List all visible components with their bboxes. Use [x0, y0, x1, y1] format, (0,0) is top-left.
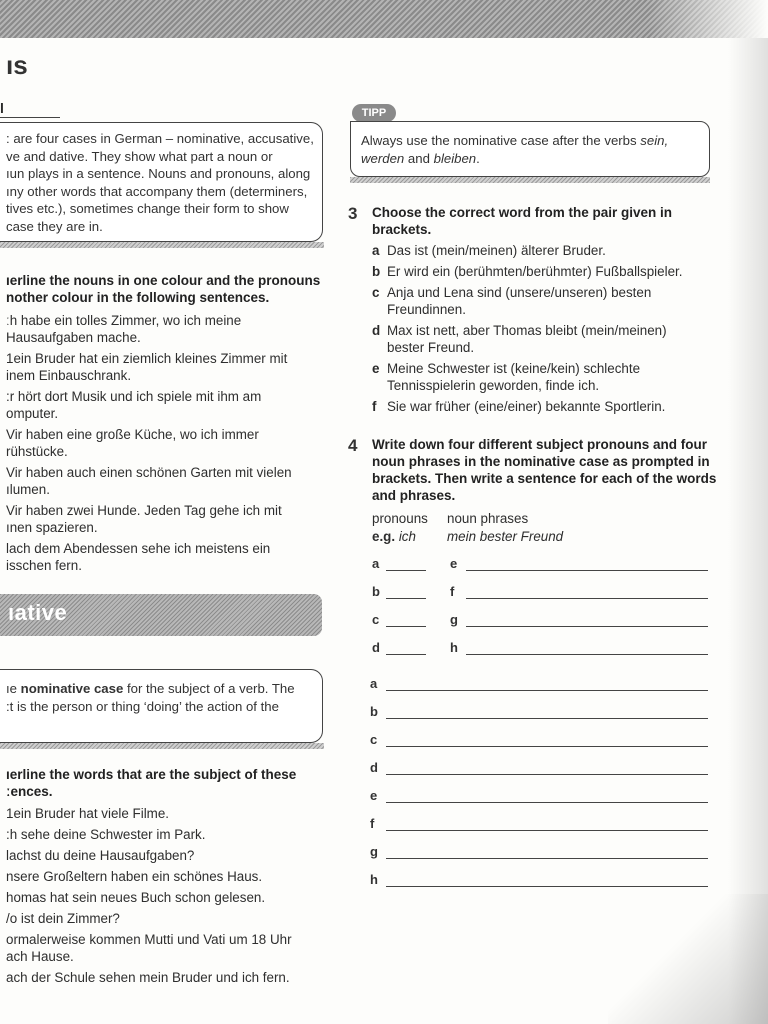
- phrase-letter: h: [450, 640, 458, 655]
- gb2-post: for the subject of a verb. The: [123, 681, 295, 696]
- col-header-pronouns: pronouns: [372, 511, 428, 526]
- tipp-line1: Always use the nominative case after the verbs: [361, 133, 641, 148]
- sentence-letter: c: [370, 732, 378, 747]
- exercise-1-item-line: lach dem Abendessen sehe ich meistens ein: [6, 541, 271, 556]
- example-phrase: [447, 528, 563, 545]
- banner-title: ıative: [8, 600, 68, 625]
- exercise-1-item: [6, 426, 320, 460]
- grammar-box-line: tives etc.), sometimes change their form to show: [6, 201, 289, 216]
- page-corner-shadow: [608, 894, 768, 1024]
- exercise-1-item-line: Vir haben auch einen schönen Garten mit vielen: [6, 465, 292, 480]
- example-pronoun: ich: [398, 529, 416, 544]
- exercise-3-item-letter: f: [372, 399, 377, 414]
- exercise-3-item: [372, 284, 682, 318]
- exercise-4-instruction: brackets. Then write a sentence for each of the words: [372, 471, 717, 486]
- exercise-3-instruction: brackets.: [372, 222, 432, 237]
- tipp-verb-bleiben: bleiben: [433, 150, 477, 166]
- exercise-1-item-line: ːh habe ein tolles Zimmer, wo ich meine: [6, 313, 242, 328]
- sentence-letter: b: [370, 704, 378, 719]
- exercise-3-item: [372, 398, 682, 415]
- phrase-blank: [466, 598, 708, 599]
- phrase-blank: [466, 626, 708, 627]
- exercise-3-item-letter: a: [372, 243, 380, 258]
- exercise-3-item-text: Meine Schwester ist (keine/kein) schlechte: [387, 361, 641, 376]
- sentence-blank: [386, 802, 708, 803]
- exercise-1-item: [6, 350, 320, 384]
- col-header-noun-phrases: noun phrases: [447, 511, 529, 526]
- sentence-blank: [386, 830, 708, 831]
- exercise-2-item: [6, 969, 296, 986]
- exercise-1-item-line: :r hört dort Musik und ich spiele mit ihm am: [6, 389, 262, 404]
- exercise-3-item: [372, 322, 682, 356]
- grammar-box-line: ıny other words that accompany them (determiners,: [6, 183, 308, 199]
- phrase-letter: g: [450, 612, 458, 627]
- grammar-box-nominative: [0, 669, 323, 743]
- grammar-box-line: : are four cases in German – nominative, accusative,: [6, 131, 314, 146]
- exercise-3-item-letter: c: [372, 285, 380, 300]
- pronoun-blank: [386, 654, 426, 655]
- exercise-1-item-line: isschen fern.: [6, 558, 82, 573]
- exercise-2-item-line: 1ein Bruder hat viele Filme.: [6, 806, 169, 821]
- exercise-1-item-line: Vir haben zwei Hunde. Jeden Tag gehe ich mit: [6, 503, 282, 518]
- grammar-box-line: case they are in.: [6, 218, 103, 234]
- exercise-1-item: [6, 388, 320, 422]
- tipp-box: [350, 121, 710, 177]
- exercise-3-item-letter: d: [372, 323, 381, 338]
- exercise-1-item-line: omputer.: [6, 406, 59, 421]
- tipp-verb-sein: sein,: [640, 133, 669, 148]
- exercise-3-item-text: Das ist (mein/meinen) älterer Bruder.: [387, 243, 606, 258]
- exercise-1-item: [6, 502, 320, 536]
- tipp-and: and: [404, 150, 434, 166]
- exercise-3-item-text: Sie war früher (eine/einer) bekannte Sportlerin.: [387, 399, 666, 414]
- exercise-3-number: 3: [348, 204, 358, 223]
- tipp-verb-werden: werden: [361, 150, 405, 166]
- exercise-2-item-line: /o ist dein Zimmer?: [6, 911, 120, 926]
- exercise-1-instruction: ıerline the nouns in one colour and the pronouns: [6, 273, 321, 288]
- section-title: ıs: [6, 50, 28, 80]
- exercise-2-item: [6, 931, 296, 965]
- exercise-2-item-line: nsere Großeltern haben ein schönes Haus.: [6, 869, 263, 884]
- exercise-1-item: [6, 312, 320, 346]
- phrase-blank: [466, 570, 708, 571]
- exercise-2-item-line: homas hat sein neues Buch schon gelesen.: [6, 890, 266, 905]
- grammar-box-cases: [0, 122, 323, 242]
- exercise-1-item-line: ılumen.: [6, 482, 50, 497]
- exercise-2-item-line: lachst du deine Hausaufgaben?: [6, 848, 195, 863]
- exercise-3-item-text: Er wird ein (berühmten/berühmter) Fußballspieler.: [387, 264, 683, 279]
- exercise-3-item-text: bester Freund.: [387, 340, 475, 355]
- gb2-term: nominative case: [20, 681, 124, 696]
- exercise-1-item-line: inem Einbauschrank.: [6, 368, 132, 383]
- sentence-letter: a: [370, 676, 378, 691]
- exercise-1-item-line: Vir haben eine große Küche, wo ich immer: [6, 427, 259, 442]
- pronoun-letter: b: [372, 584, 380, 599]
- exercise-2-item: [6, 910, 296, 927]
- page-edge-shadow: [728, 38, 768, 1024]
- grammar-box-heading: l: [0, 100, 4, 116]
- exercise-2-item: [6, 805, 296, 822]
- exercise-2-item-line: ormalerweise kommen Mutti und Vati um 18 Uhr: [6, 932, 292, 947]
- sentence-letter: d: [370, 760, 378, 775]
- gb2-pre: ıe: [6, 681, 21, 696]
- exercise-1-item-line: Hausaufgaben mache.: [6, 330, 141, 345]
- pronoun-blank: [386, 570, 426, 571]
- pronoun-blank: [386, 626, 426, 627]
- exercise-1-item: [6, 464, 320, 498]
- exercise-4-instruction: and phrases.: [372, 488, 456, 503]
- exercise-2-item: [6, 847, 296, 864]
- pronoun-blank: [386, 598, 426, 599]
- exercise-4-instruction: noun phrases in the nominative case as prompted in: [372, 454, 710, 469]
- example-row: [372, 528, 416, 545]
- pronoun-letter: d: [372, 640, 380, 655]
- exercise-1-item-line: 1ein Bruder hat ein ziemlich kleines Zimmer mit: [6, 351, 288, 366]
- tipp-shadow: [350, 177, 710, 183]
- exercise-2-item-line: ach der Schule sehen mein Bruder und ich fern.: [6, 970, 290, 985]
- sentence-blank: [386, 746, 708, 747]
- exercise-1-item-line: rühstücke.: [6, 444, 68, 459]
- exercise-3-item-text: Freundinnen.: [387, 302, 466, 317]
- exercise-2-item: [6, 889, 296, 906]
- exercise-2-item-line: :h sehe deine Schwester im Park.: [6, 827, 206, 842]
- exercise-2-item-line: ach Hause.: [6, 949, 74, 964]
- exercise-3-item: [372, 242, 682, 259]
- nominative-banner: [0, 594, 322, 636]
- exercise-4: [372, 436, 716, 504]
- exercise-2-instruction: ıerline the words that are the subject of these: [6, 767, 297, 782]
- phrase-letter: f: [450, 584, 455, 599]
- exercise-3-item: [372, 263, 682, 280]
- phrase-blank: [466, 654, 708, 655]
- sentence-letter: g: [370, 844, 378, 859]
- tipp-badge: TIPP: [352, 104, 396, 122]
- example-label: e.g.: [372, 529, 396, 544]
- exercise-3-item-text: Anja und Lena sind (unsere/unseren) besten: [387, 285, 652, 300]
- grammar-box-shadow: [0, 242, 324, 248]
- sentence-blank: [386, 718, 708, 719]
- grammar-box-heading-rule: [0, 117, 60, 118]
- grammar-box-line: ve and dative. They show what part a noun or: [6, 148, 273, 164]
- exercise-2: [6, 766, 296, 990]
- exercise-4-number: 4: [348, 436, 358, 455]
- exercise-2-instruction: ːences.: [6, 784, 53, 799]
- top-header-bar: [0, 0, 768, 38]
- pronoun-letter: a: [372, 556, 380, 571]
- exercise-4-instruction: Write down four different subject pronouns and four: [372, 437, 707, 452]
- sentence-blank: [386, 774, 708, 775]
- grammar-box-line: ıun plays in a sentence. Nouns and pronouns, along: [6, 166, 311, 181]
- sentence-letter: h: [370, 872, 378, 887]
- sentence-letter: f: [370, 816, 375, 831]
- exercise-2-item: [6, 868, 296, 885]
- exercise-1-instruction: nother colour in the following sentences.: [6, 290, 270, 305]
- gb2-line2: :t is the person or thing ‘doing’ the action of the: [6, 698, 279, 714]
- exercise-2-item: [6, 826, 296, 843]
- exercise-3-item-letter: b: [372, 264, 381, 279]
- exercise-1-item: [6, 540, 320, 574]
- exercise-3: [372, 204, 682, 419]
- exercise-3-item-letter: e: [372, 361, 380, 376]
- pronoun-letter: c: [372, 612, 380, 627]
- sentence-blank: [386, 886, 708, 887]
- sentence-blank: [386, 858, 708, 859]
- phrase-letter: e: [450, 556, 458, 571]
- exercise-1-item-line: ınen spazieren.: [6, 520, 98, 535]
- exercise-3-item: [372, 360, 682, 394]
- exercise-3-item-text: Max ist nett, aber Thomas bleibt (mein/meinen): [387, 323, 667, 338]
- grammar-box-shadow-2: [0, 743, 324, 749]
- exercise-3-item-text: Tennisspielerin geworden, finde ich.: [387, 378, 600, 393]
- example-phrase-text: mein bester Freund: [447, 529, 564, 544]
- sentence-blank: [386, 690, 708, 691]
- exercise-1: [6, 272, 320, 578]
- tipp-period: .: [476, 150, 480, 166]
- sentence-letter: e: [370, 788, 378, 803]
- exercise-3-instruction: Choose the correct word from the pair given in: [372, 205, 673, 220]
